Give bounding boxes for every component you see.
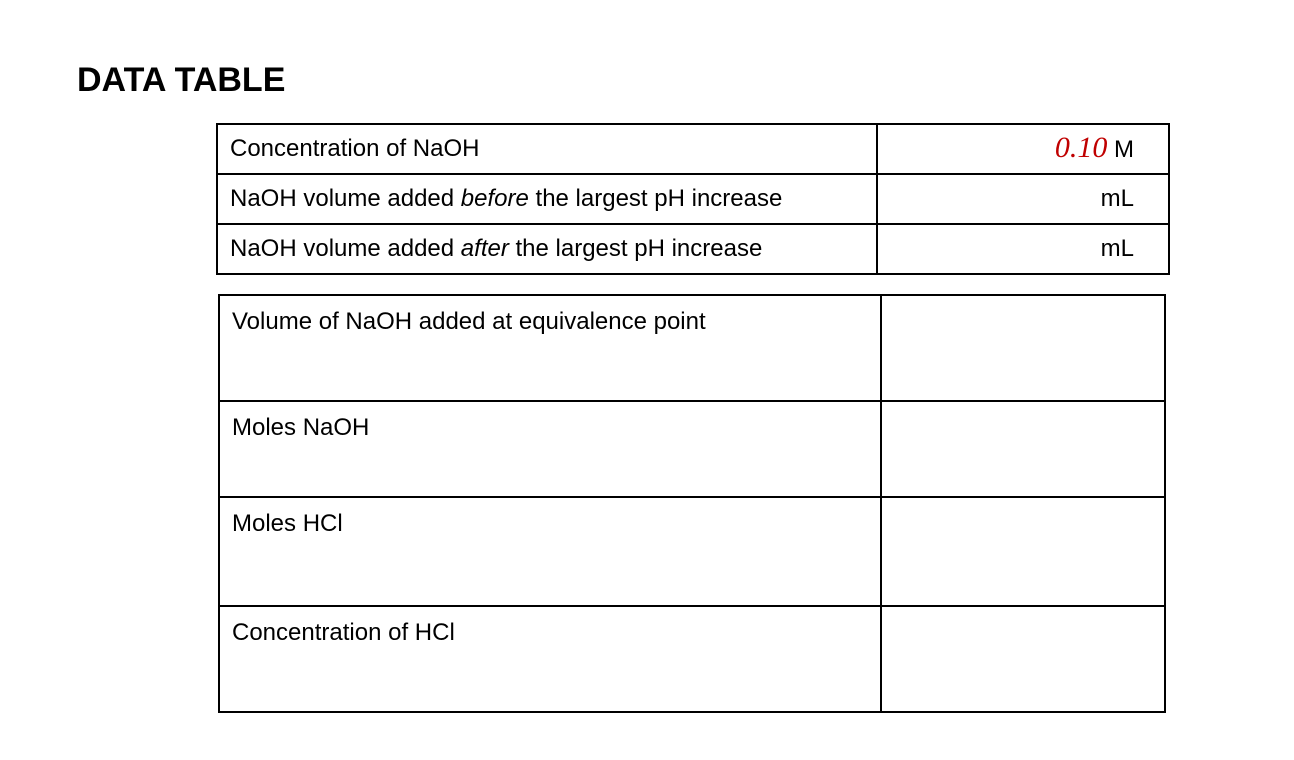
value-cell[interactable] xyxy=(877,224,1169,274)
row-label: Volume of NaOH added at equivalence point xyxy=(219,295,881,401)
row-label xyxy=(217,224,877,274)
label-text: NaOH volume added xyxy=(230,185,461,212)
table-row xyxy=(217,174,1169,224)
row-label xyxy=(217,124,877,174)
label-text: the largest pH increase xyxy=(508,235,763,262)
label-emphasis: before xyxy=(460,185,529,212)
label-text: the largest pH increase xyxy=(528,185,783,212)
row-label: Moles NaOH xyxy=(219,401,881,497)
value-cell[interactable] xyxy=(877,174,1169,224)
naoh-concentration-value: 0.10 xyxy=(1054,131,1108,164)
table-row xyxy=(217,124,1169,174)
label-text: Concentration of NaOH xyxy=(230,135,480,162)
table-row xyxy=(219,295,1165,401)
concentration-volume-table xyxy=(216,123,1170,275)
unit-label: mL xyxy=(1100,235,1134,262)
table-row xyxy=(219,401,1165,497)
moles-hcl-cell[interactable] xyxy=(881,497,1165,606)
label-text: NaOH volume added xyxy=(230,235,461,262)
unit-label: M xyxy=(1114,136,1134,163)
row-label xyxy=(217,174,877,224)
calculation-table xyxy=(218,294,1166,713)
page-title: DATA TABLE xyxy=(77,61,286,99)
table-row xyxy=(219,606,1165,712)
hcl-concentration-cell[interactable] xyxy=(881,606,1165,712)
moles-naoh-cell[interactable] xyxy=(881,401,1165,497)
value-cell[interactable] xyxy=(877,124,1169,174)
table-row xyxy=(219,497,1165,606)
row-label: Concentration of HCl xyxy=(219,606,881,712)
unit-label: mL xyxy=(1100,185,1134,212)
table-row xyxy=(217,224,1169,274)
row-label: Moles HCl xyxy=(219,497,881,606)
label-emphasis: after xyxy=(460,235,509,262)
equivalence-volume-cell[interactable] xyxy=(881,295,1165,401)
